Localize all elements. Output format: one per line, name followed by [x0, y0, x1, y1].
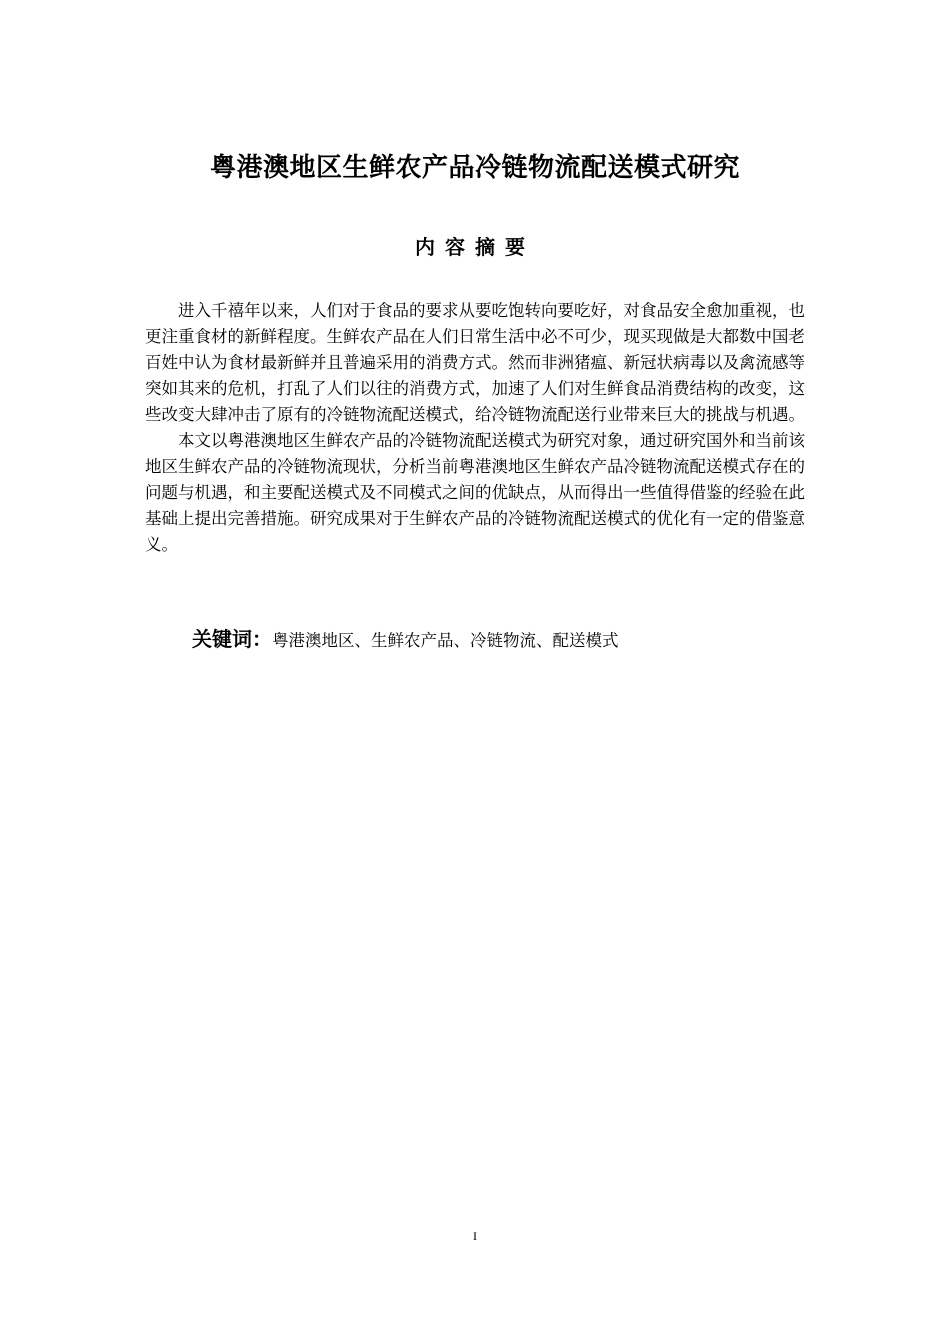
abstract-heading: 内容摘要 [415, 235, 535, 259]
keywords-label: 关键词： [192, 627, 272, 651]
abstract-body [145, 298, 805, 558]
abstract-paragraph: 本文以粤港澳地区生鲜农产品的冷链物流配送模式为研究对象，通过研究国外和当前该地区生鲜农产品的冷链物流现状，分析当前粤港澳地区生鲜农产品冷链物流配送模式存在的问题与机遇，和主要配送模式及不同模式之间的优缺点，从而得出一些值得借鉴的经验在此基础上提出完善措施。研究成果对于生鲜农产品的冷链物流配送模式的优化有一定的借鉴意义。 [145, 431, 805, 554]
abstract-paragraph: 进入千禧年以来，人们对于食品的要求从要吃饱转向要吃好，对食品安全愈加重视，也更注重食材的新鲜程度。生鲜农产品在人们日常生活中必不可少，现买现做是大都数中国老百姓中认为食材最新鲜并且普遍采用的消费方式。然而非洲猪瘟、新冠状病毒以及禽流感等突如其来的危机，打乱了人们以往的消费方式，加速了人们对生鲜食品消费结构的改变，这些改变大肆冲击了原有的冷链物流配送模式，给冷链物流配送行业带来巨大的挑战与机遇。 [145, 301, 805, 424]
page-number: I [473, 1229, 477, 1243]
page-title: 粤港澳地区生鲜农产品冷链物流配送模式研究 [209, 153, 740, 183]
keywords [192, 624, 812, 656]
keywords-value: 粤港澳地区、生鲜农产品、冷链物流、配送模式 [272, 631, 619, 650]
